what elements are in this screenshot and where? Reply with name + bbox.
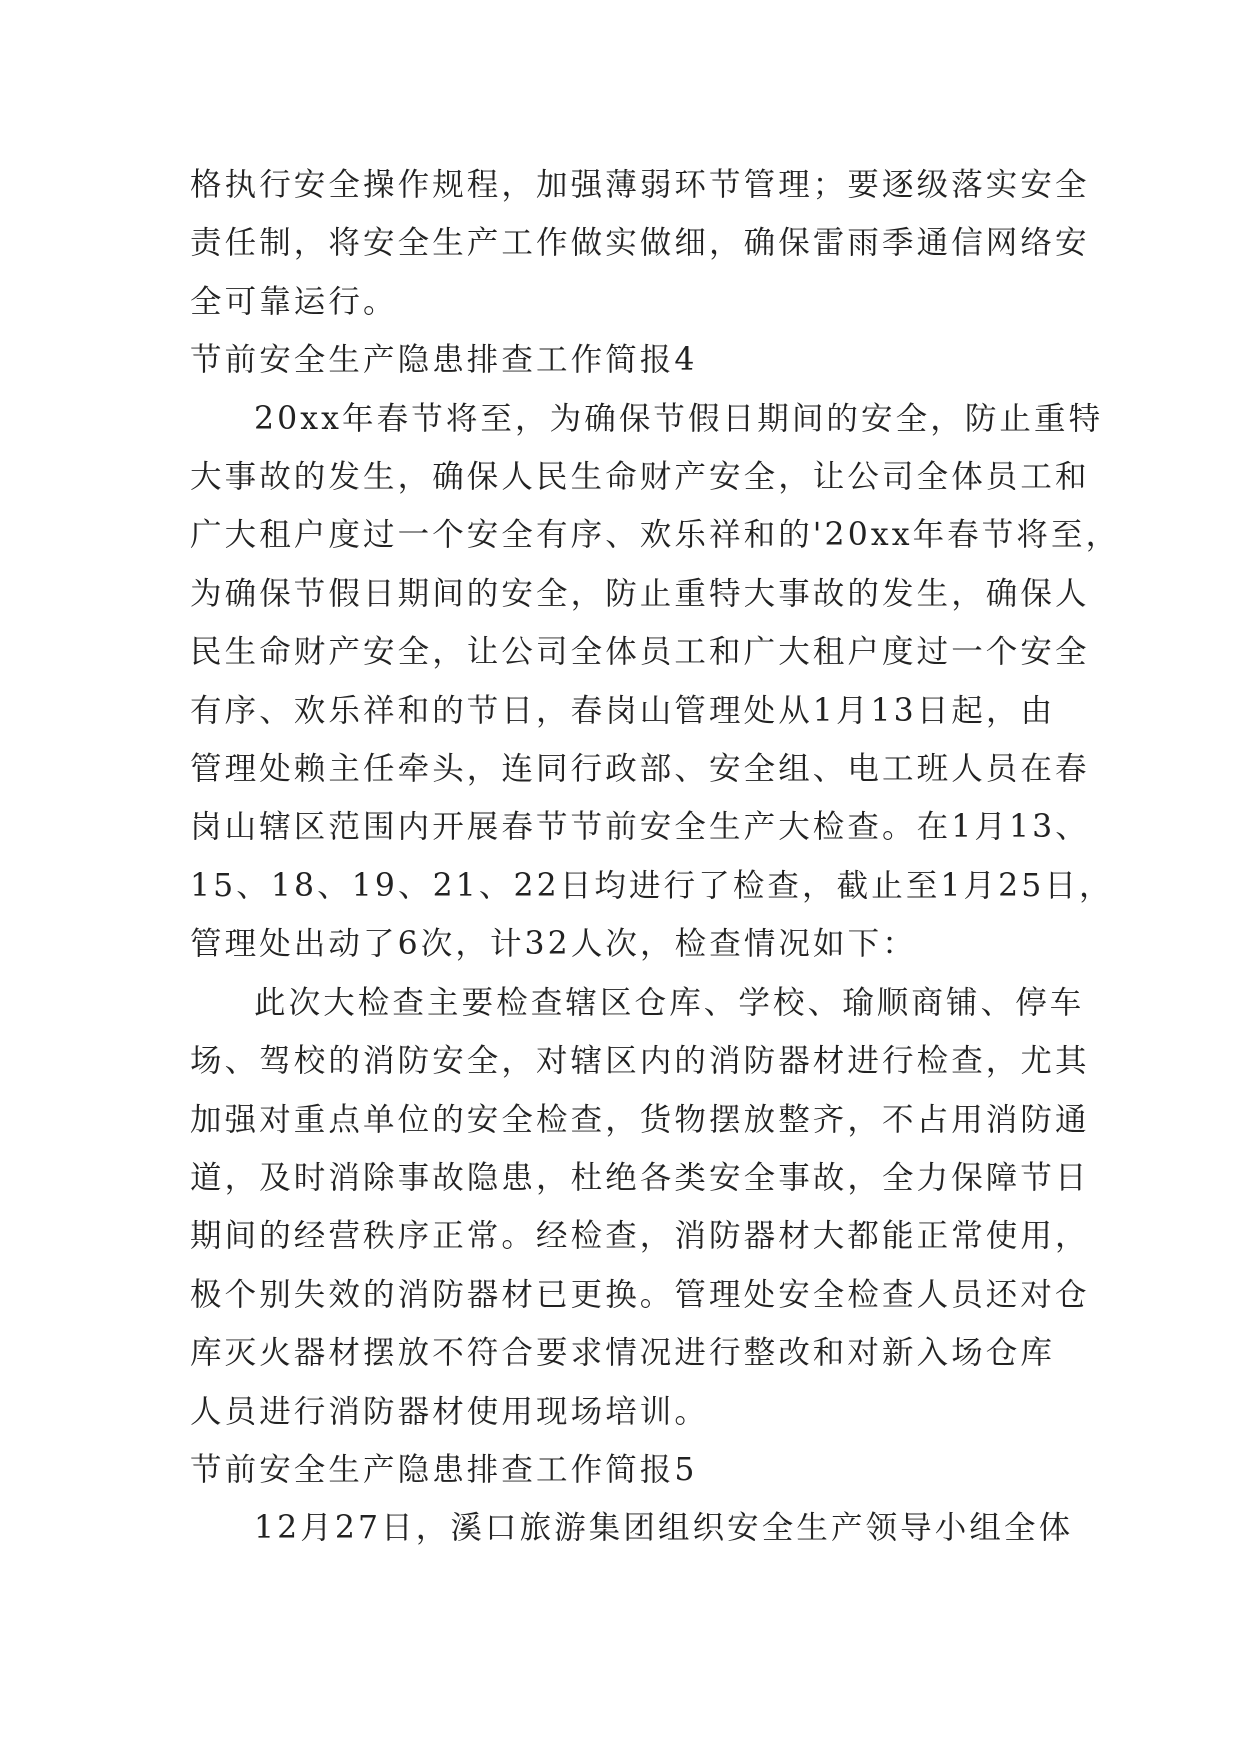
text-line: 库灭火器材摆放不符合要求情况进行整改和对新入场仓库 [190,1335,1056,1372]
paragraph-fire-safety-check [190,974,1090,1441]
text-line: 大事故的发生，确保人民生命财产安全，让公司全体员工和 [190,459,1090,496]
heading-text: 节前安全生产隐患排查工作简报5 [190,1451,698,1488]
text-line: 广大租户度过一个安全有序、欢乐祥和的'20xx年春节将至， [190,517,1121,554]
text-line: 极个别失效的消防器材已更换。管理处安全检查人员还对仓 [190,1276,1090,1313]
text-line: 管理处赖主任牵头，连同行政部、安全组、电工班人员在春 [190,751,1090,788]
section-heading-5 [190,1441,1050,1499]
text-line: 民生命财产安全，让公司全体员工和广大租户度过一个安全 [190,634,1090,671]
paragraph-spring-festival-inspection [190,390,1121,974]
text-line: 为确保节假日期间的安全，防止重特大事故的发生，确保人 [190,575,1090,612]
text-line: 期间的经营秩序正常。经检查，消防器材大都能正常使用， [190,1218,1090,1255]
text-line: 15、18、19、21、22日均进行了检查，截止至1月25日， [190,867,1114,904]
text-line: 此次大检查主要检查辖区仓库、学校、瑜顺商铺、停车 [254,984,1085,1021]
paragraph-xikou-tourism [190,1499,1074,1557]
text-line: 加强对重点单位的安全检查，货物摆放整齐，不占用消防通 [190,1101,1090,1138]
text-line: 岗山辖区范围内开展春节节前安全生产大检查。在1月13、 [190,809,1090,846]
text-line: 20xx年春节将至，为确保节假日期间的安全，防止重特 [254,400,1104,437]
text-line: 格执行安全操作规程，加强薄弱环节管理；要逐级落实安全 [190,167,1090,203]
text-line: 12月27日，溪口旅游集团组织安全生产领导小组全体 [254,1510,1074,1547]
text-line: 有序、欢乐祥和的节日，春岗山管理处从1月13日起，由 [190,692,1056,729]
text-line: 管理处出动了6次，计32人次，检查情况如下： [190,926,917,963]
paragraph-responsibility [190,156,1090,331]
text-line: 道，及时消除事故隐患，杜绝各类安全事故，全力保障节日 [190,1159,1090,1196]
text-line: 责任制，将安全生产工作做实做细，确保雷雨季通信网络安 [190,225,1090,262]
section-heading-4 [190,331,1050,389]
text-line: 场、驾校的消防安全，对辖区内的消防器材进行检查，尤其 [190,1043,1090,1080]
heading-text: 节前安全生产隐患排查工作简报4 [190,342,698,379]
document-body [190,156,1121,1558]
text-line: 人员进行消防器材使用现场培训。 [190,1393,710,1430]
text-line: 全可靠运行。 [190,283,398,320]
